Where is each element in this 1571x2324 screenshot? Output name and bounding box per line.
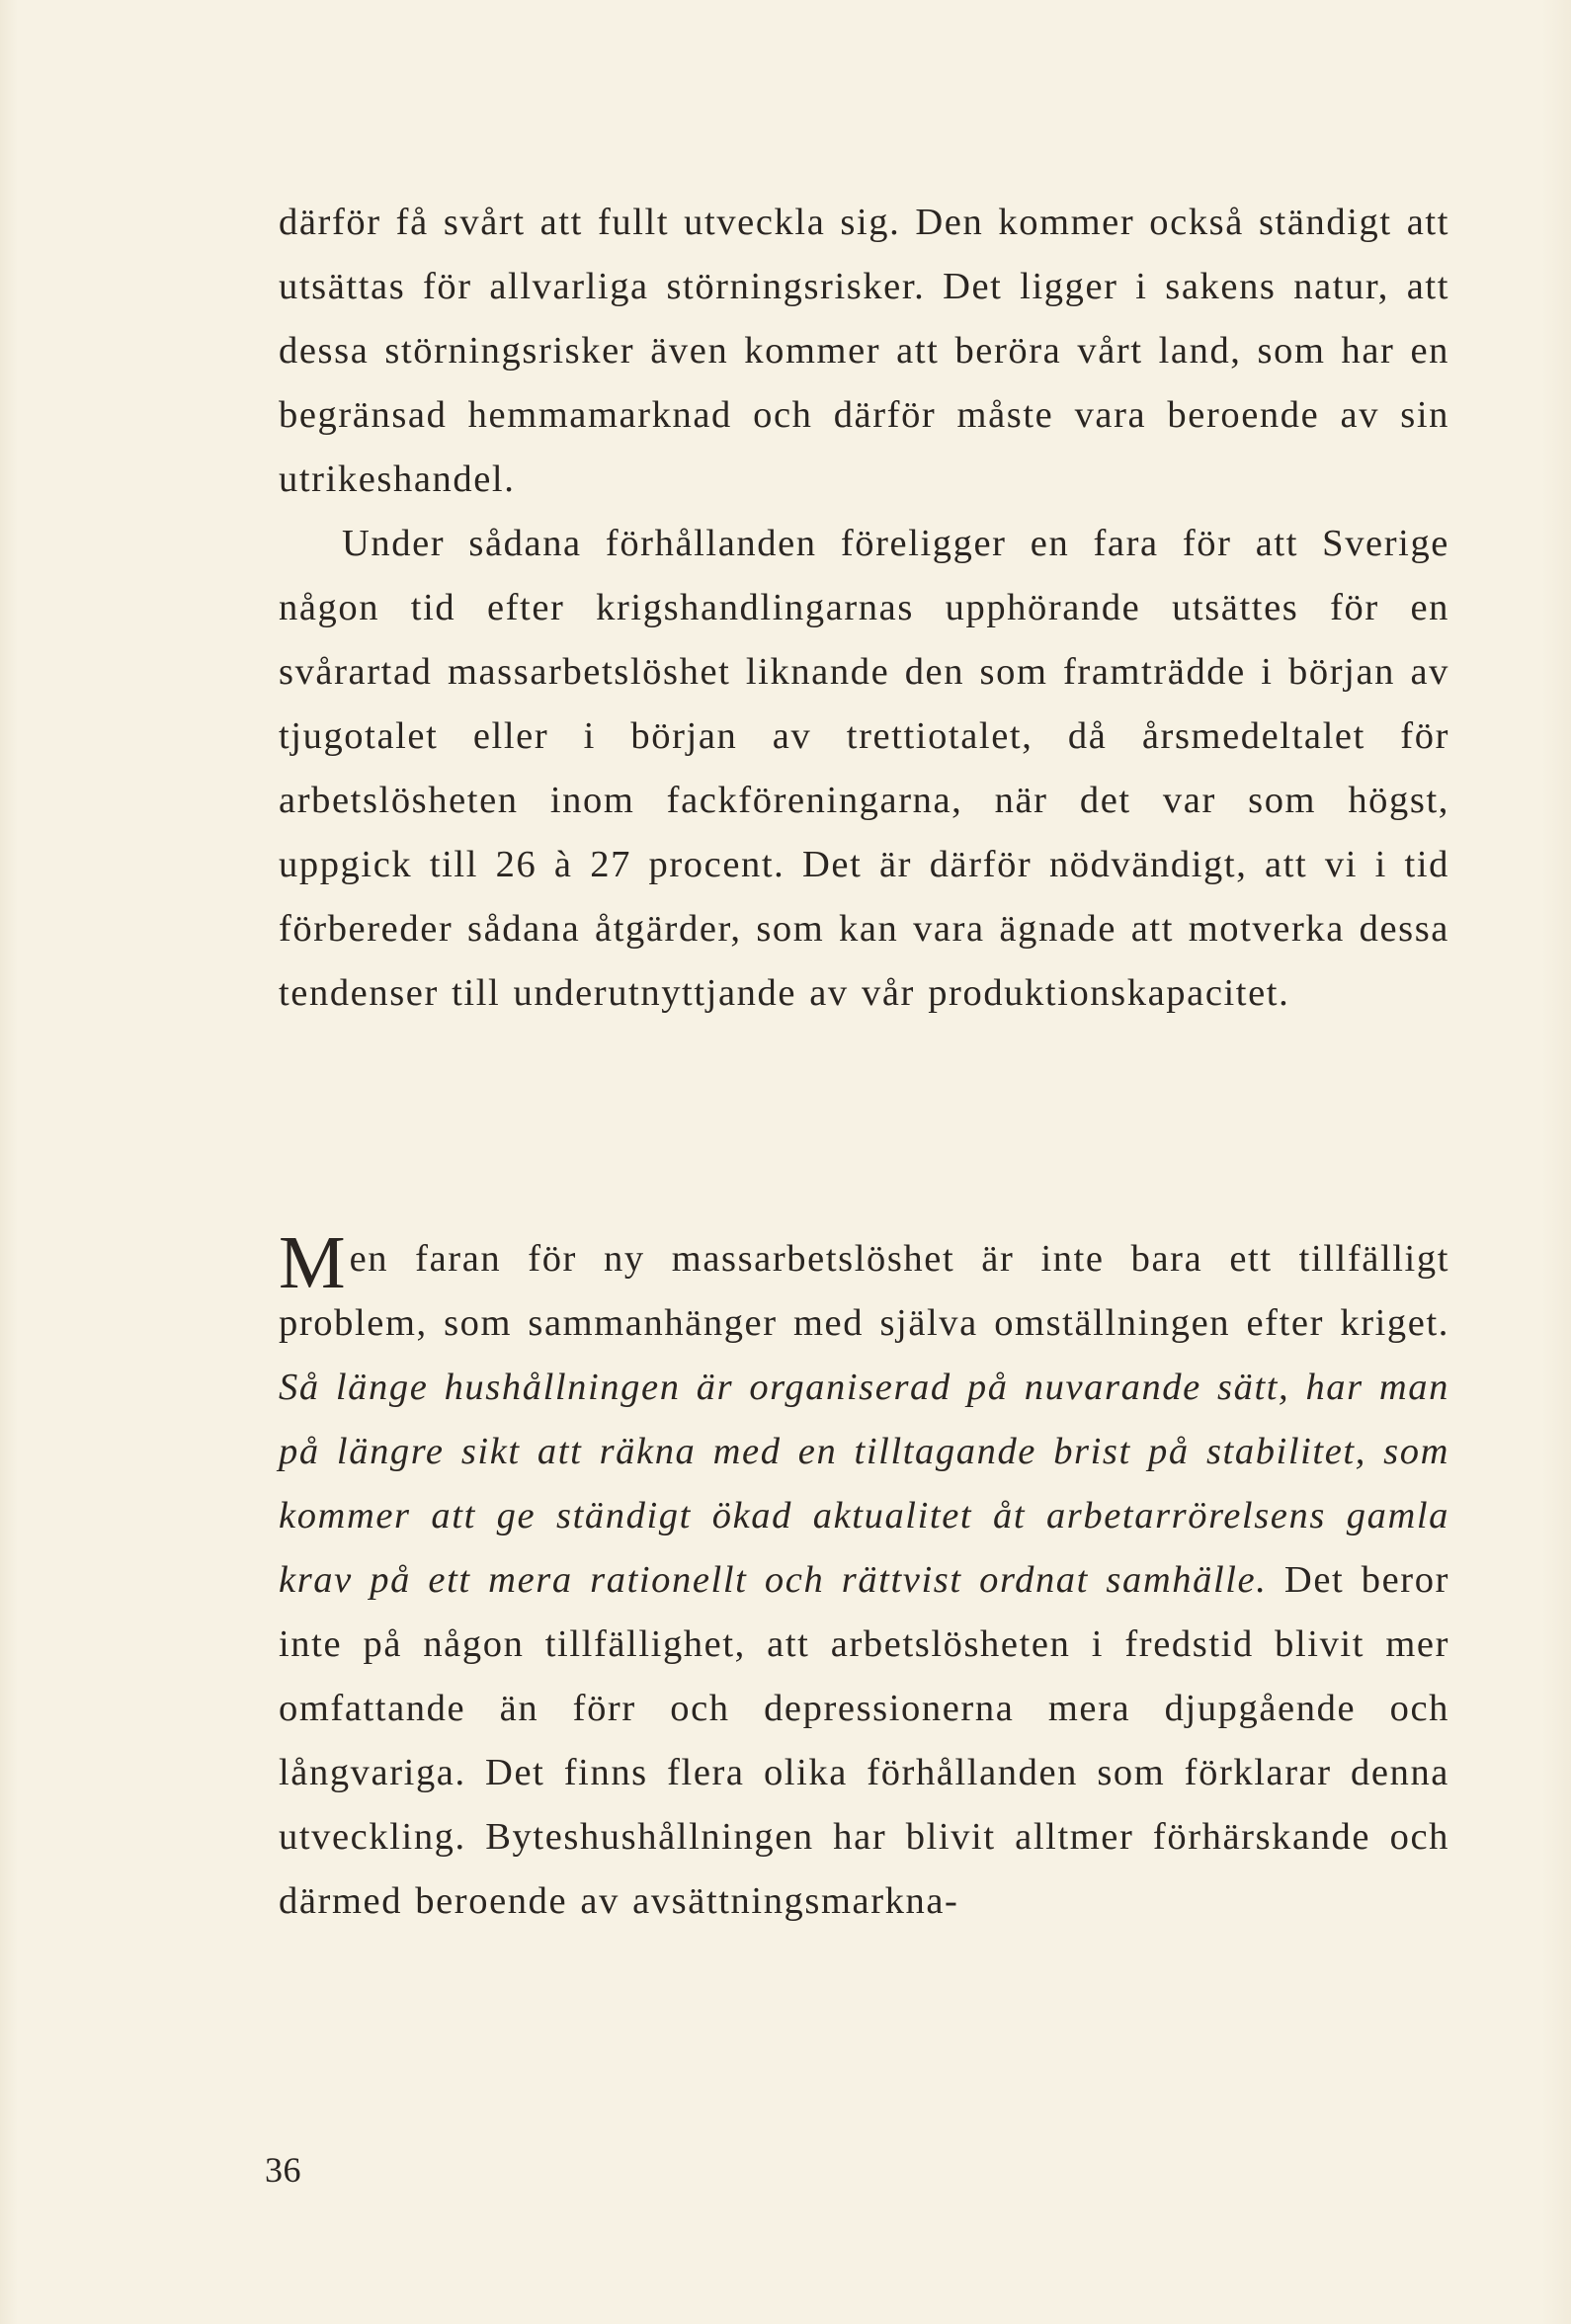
paragraph-section-opening — [279, 1221, 1449, 1934]
page-number: 36 — [265, 2150, 301, 2190]
emphasized-text: Så länge hushållningen är organiserad på nuvarande sätt, har man på längre sikt att räkna med en tilltagande brist på stabilitet, som kommer att ge ständigt ökad aktualitet åt arbetarrörelsens gamla krav på ett mera rationellt och rättvist ordnat samhälle. — [279, 1367, 1449, 1601]
paragraph-continued: därför få svårt att fullt utveckla sig. Den kommer också ständigt att utsättas för allvarliga störningsrisker. Det ligger i sakens natur, att dessa störningsrisker även kommer att beröra vårt land, som har en begränsad hemmamarknad och därför måste vara beroende av sin utrikeshandel. — [279, 202, 1449, 500]
text-section-2 — [279, 1221, 1449, 1934]
trailing-text: Det beror inte på någon tillfällighet, att arbetslösheten i fredstid blivit mer omfattande än förr och depressionerna mera djupgående och långvariga. Det finns flera olika förhållanden som förklarar denna utveckling. Byteshushållningen har blivit alltmer förhärskande och därmed beroende av avsättningsmarkna- — [279, 1559, 1449, 1922]
lead-text: en faran för ny massarbetslöshet är inte bara ett tillfälligt problem, som sammanhänger med själva omställningen efter kriget. — [279, 1238, 1449, 1344]
paragraph-unemployment-risk: Under sådana förhållanden föreligger en fara för att Sverige någon tid efter krigshandlingarnas upphörande utsättes för en svårartad massarbetslöshet liknande den som framträdde i början av tjugotalet eller i början av trettiotalet, då årsmedeltalet för arbetslösheten inom fackföreningarna, när det var som högst, uppgick till 26 à 27 procent. Det är därför nödvändigt, att vi i tid förbereder sådana åtgärder, som kan vara ägnade att motverka dessa tendenser till underutnyttjande av vår produktionskapacitet. — [279, 523, 1449, 1014]
text-section-1 — [279, 191, 1449, 1026]
drop-cap-initial: M — [279, 1221, 346, 1304]
